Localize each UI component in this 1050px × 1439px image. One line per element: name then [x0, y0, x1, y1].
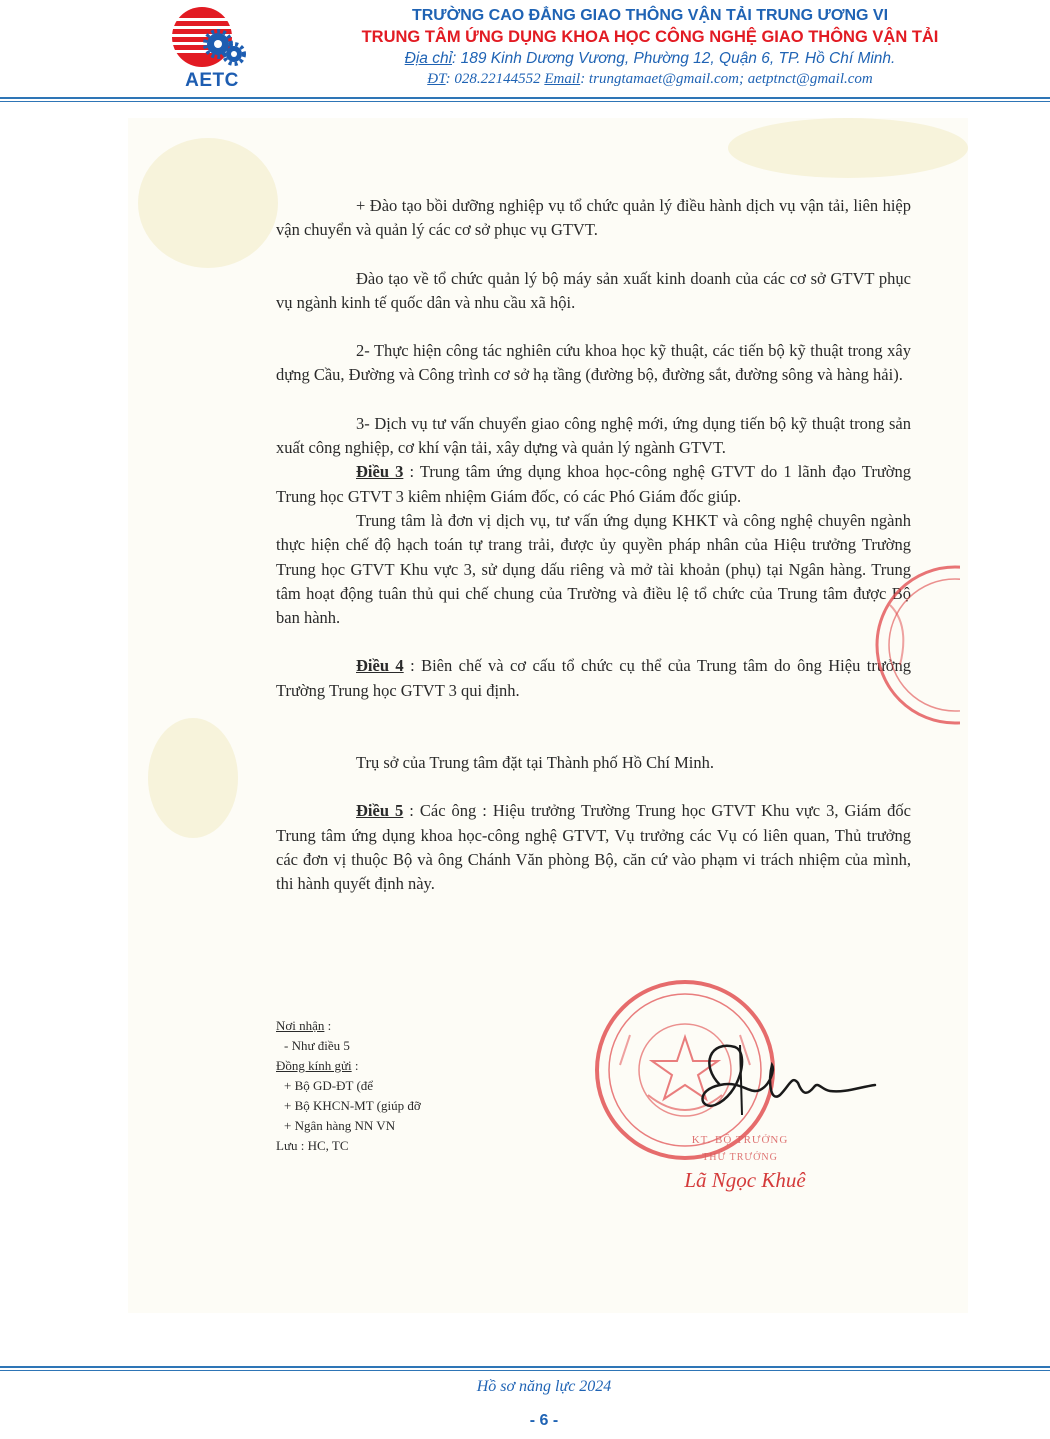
paper-stain	[138, 138, 278, 268]
recipient-item: + Ngân hàng NN VN	[284, 1118, 396, 1133]
paragraph: 3- Dịch vụ tư vấn chuyển giao công nghệ mới, ứng dụng tiến bộ kỹ thuật trong sản xuất công nghiệp, cơ khí vận tải, xây dựng và quản lý ngành GTVT.	[276, 413, 911, 458]
article-3	[276, 460, 911, 509]
recipient-item: - Như điều 5	[284, 1038, 350, 1053]
footer-divider-thin	[0, 1370, 1050, 1371]
phone-label: ĐT	[427, 71, 446, 87]
paper-stain	[148, 718, 238, 838]
article-5-text: : Các ông : Hiệu trưởng Trường Trung học GTVT Khu vực 3, Giám đốc Trung tâm ứng dụng khoa học-công nghệ GTVT, Vụ trưởng các Vụ có liên quan, Thủ trưởng các đơn vị thuộc Bộ và ông Chánh Văn phòng Bộ, căn cứ vào phạm vi trách nhiệm của mình, thi hành quyết định này.	[276, 801, 911, 894]
recipients-label: Nơi nhận	[276, 1018, 325, 1033]
phone-value: : 028.22144552	[445, 71, 545, 87]
article-4	[276, 654, 911, 703]
paragraph: Trụ sở của Trung tâm đặt tại Thành phố Hồ Chí Minh.	[356, 753, 714, 773]
address-label: Địa chỉ	[404, 50, 453, 67]
header-lines	[300, 5, 1000, 89]
cc-colon: :	[351, 1058, 359, 1073]
paragraph: Đào tạo về tổ chức quản lý bộ máy sản xuất kinh doanh của các cơ sở GTVT phục vụ ngành kinh tế quốc dân và nhu cầu xã hội.	[276, 268, 911, 312]
paragraph: + Đào tạo bồi dưỡng nghiệp vụ tổ chức quản lý điều hành dịch vụ vận tải, liên hiệp vận chuyển và quản lý các cơ sở phục vụ GTVT.	[276, 196, 911, 240]
article-4-text: : Biên chế và cơ cấu tổ chức cụ thể của Trung tâm do ông Hiệu trưởng Trường Trung học GTVT 3 qui định.	[276, 656, 911, 700]
signature-icon	[680, 1035, 880, 1125]
paragraph: 2- Thực hiện công tác nghiên cứu khoa học kỹ thuật, các tiến bộ kỹ thuật trong xây dựng Cầu, Đường và Công trình cơ sở hạ tầng (đường bộ, đường sắt, đường sông và hàng hải).	[276, 341, 911, 385]
signer-title: KT. BỘ TRƯỞNG	[691, 1134, 789, 1146]
recipients-block	[276, 1016, 516, 1156]
recipients-colon: :	[324, 1018, 332, 1033]
school-name: TRƯỜNG CAO ĐẲNG GIAO THÔNG VẬN TẢI TRUNG ƯƠNG VI	[411, 7, 889, 24]
paper-stain	[728, 118, 968, 178]
archive-note: Lưu : HC, TC	[276, 1138, 349, 1153]
header-divider	[0, 97, 1050, 99]
decision-body	[276, 194, 911, 897]
email-value: : trungtamaet@gmail.com; aetptnct@gmail.com	[580, 71, 873, 87]
address-value: : 189 Kinh Dương Vương, Phường 12, Quận 6, TP. Hồ Chí Minh.	[452, 50, 896, 67]
contact-line	[300, 69, 1000, 89]
recipients-heading	[276, 1016, 516, 1036]
paragraph: Trung tâm là đơn vị dịch vụ, tư vấn ứng dụng KHKT và công nghệ chuyên ngành thực hiện chế độ hạch toán tự trang trải, được ủy quyền pháp nhân của Hiệu trưởng Trường Trung học GTVT Khu vực 3, sử dụng dấu riêng và mở tài khoản (phụ) tại Ngân hàng. Trung tâm hoạt động tuân thủ qui chế chung của Trường và điều lệ tổ chức của Trung tâm được Bộ ban hành.	[276, 510, 911, 628]
footer-title: Hồ sơ năng lực 2024	[476, 1378, 612, 1395]
article-5-label: Điều 5	[356, 801, 404, 821]
partial-stamp-icon	[860, 565, 960, 725]
article-3-text: : Trung tâm ứng dụng khoa học-công nghệ GTVT do 1 lãnh đạo Trường Trung học GTVT 3 kiêm nhiệm Giám đốc, có các Phó Giám đốc giúp.	[276, 462, 912, 506]
letterhead	[0, 0, 1050, 100]
logo-text: AETC	[185, 70, 239, 91]
signer-subtitle: THỨ TRƯỞNG	[702, 1152, 778, 1163]
email-label: Email	[544, 71, 581, 87]
article-5	[276, 799, 911, 896]
recipient-item: + Bộ KHCN-MT (giúp đỡ	[284, 1098, 421, 1113]
article-3-label: Điều 3	[356, 462, 404, 482]
address-line	[300, 48, 1000, 69]
signer-name: Lã Ngọc Khuê	[684, 1168, 806, 1192]
recipient-item: + Bộ GD-ĐT (để	[284, 1078, 374, 1093]
article-4-label: Điều 4	[356, 656, 404, 676]
header-divider-thin	[0, 101, 1050, 102]
cc-label: Đồng kính gửi	[276, 1058, 352, 1073]
cc-heading	[276, 1056, 516, 1076]
footer-divider	[0, 1366, 1050, 1368]
page-number: - 6 -	[529, 1412, 559, 1429]
center-name: TRUNG TÂM ỨNG DỤNG KHOA HỌC CÔNG NGHỆ GIAO THÔNG VẬN TẢI	[361, 28, 939, 46]
